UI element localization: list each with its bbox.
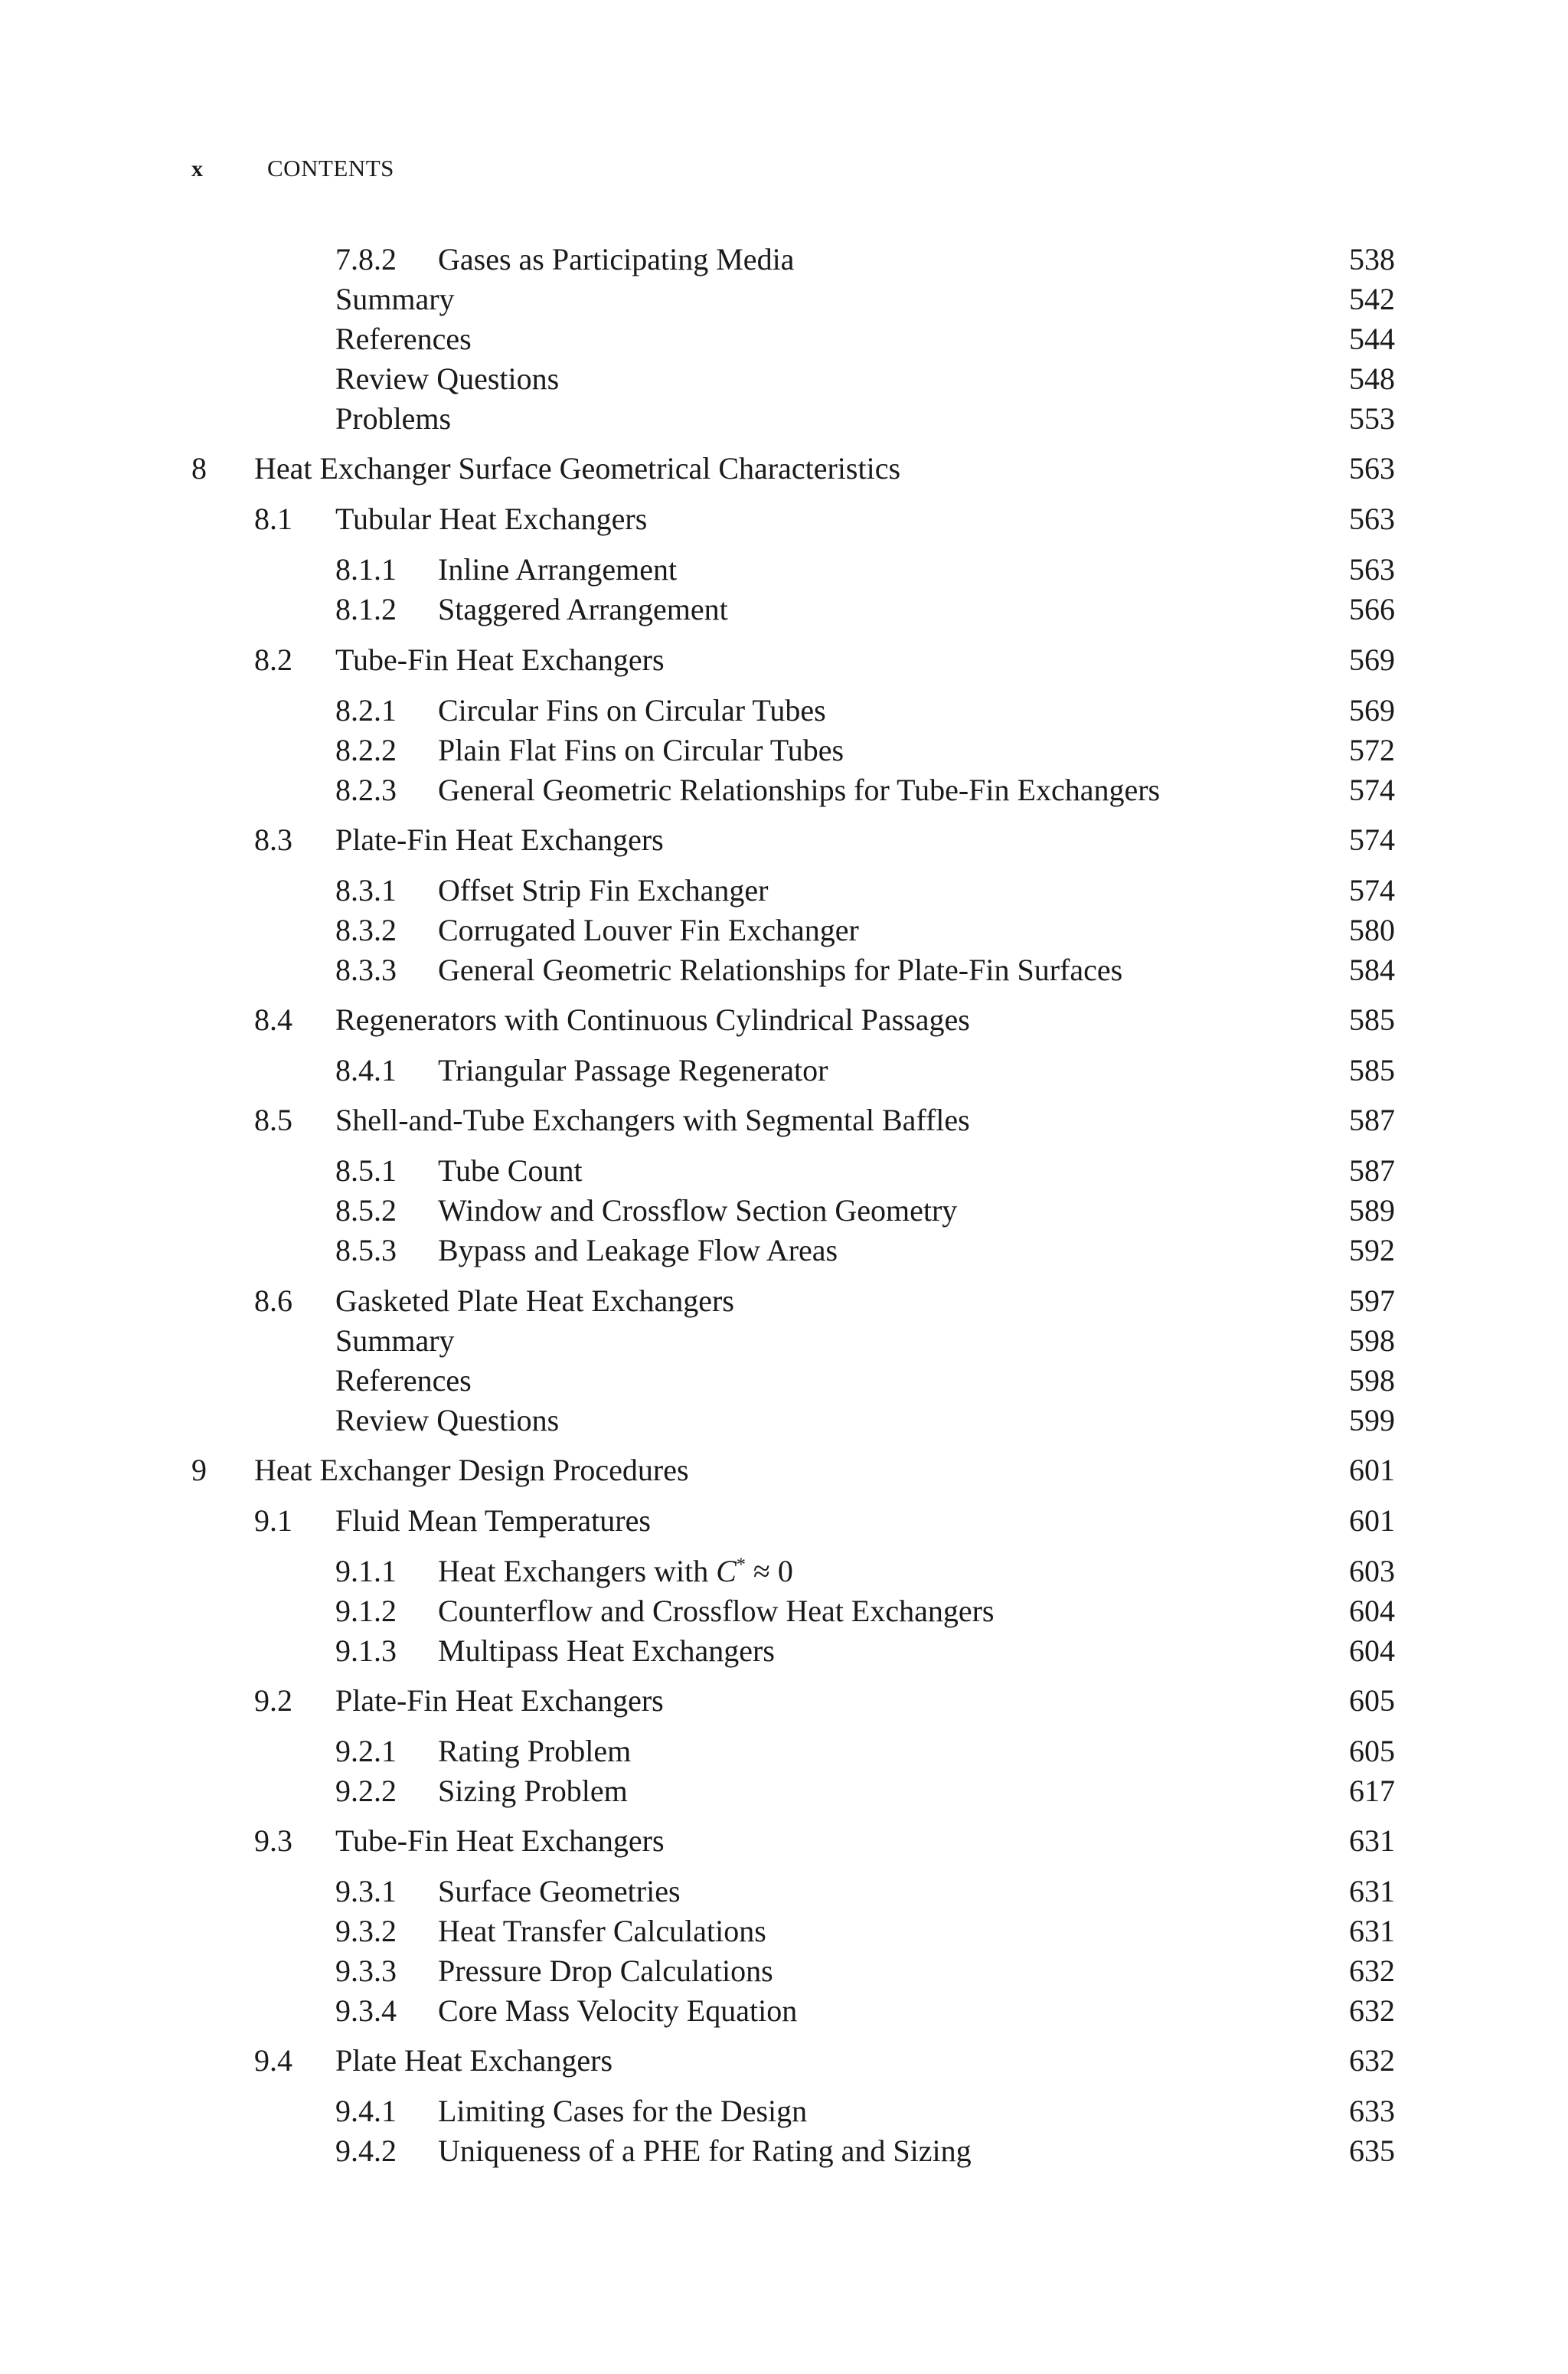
toc-entry[interactable] [0,499,1568,539]
toc-entry[interactable] [0,359,1568,399]
toc-entry[interactable] [0,550,1568,590]
toc-entry-page: 569 [1349,643,1395,677]
toc-entry-title: Core Mass Velocity Equation [438,1993,798,2028]
toc-entry[interactable] [0,1821,1568,1861]
toc-entry-page: 605 [1349,1734,1395,1768]
toc-entry-number: 7.8.2 [335,242,397,276]
toc-entry-title: Corrugated Louver Fin Exchanger [438,913,859,947]
toc-entry-title: Counterflow and Crossflow Heat Exchangers [438,1594,995,1628]
toc-entry[interactable] [0,1501,1568,1541]
toc-entry-page: 563 [1349,451,1395,486]
toc-entry-number: 8.4 [254,1002,292,1037]
toc-entry-number: 9.4 [254,2043,292,2078]
toc-entry-number: 9.1.1 [335,1554,397,1588]
toc-entry-number: 9.3.4 [335,1993,397,2028]
toc-entry-page: 604 [1349,1594,1395,1628]
toc-entry-page: 548 [1349,361,1395,396]
toc-entry-title: Gases as Participating Media [438,242,795,276]
toc-entry-page: 544 [1349,322,1395,356]
toc-entry[interactable] [0,1591,1568,1631]
toc-entry-number: 8.3.2 [335,913,397,947]
toc-entry-title: Circular Fins on Circular Tubes [438,693,826,728]
toc-entry[interactable] [0,1401,1568,1440]
toc-entry-title: Review Questions [335,1403,560,1437]
toc-entry[interactable] [0,1000,1568,1040]
toc-entry-title: Fluid Mean Temperatures [335,1503,651,1538]
toc-entry-title: Tube-Fin Heat Exchangers [335,1823,665,1858]
toc-entry-page: 572 [1349,733,1395,767]
toc-entry-title: Summary [335,282,455,316]
toc-entry-number: 8 [191,451,207,486]
toc-entry-number: 9.3.3 [335,1954,397,1988]
toc-entry-title: General Geometric Relationships for Tube-Fin Exchangers [438,773,1161,807]
toc-entry-number: 8.2.1 [335,693,397,728]
toc-entry-number: 8.5.1 [335,1153,397,1188]
toc-entry[interactable] [0,1231,1568,1270]
toc-entry-page: 598 [1349,1363,1395,1398]
toc-entry-title: General Geometric Relationships for Plate-Fin Surfaces [438,953,1123,987]
toc-entry-title: Staggered Arrangement [438,592,728,626]
toc-entry-title: Plain Flat Fins on Circular Tubes [438,733,844,767]
toc-entry-title: Window and Crossflow Section Geometry [438,1193,958,1228]
toc-entry[interactable] [0,1321,1568,1361]
toc-entry-page: 563 [1349,502,1395,536]
toc-entry-title: Plate Heat Exchangers [335,2043,613,2078]
toc-entry-page: 633 [1349,2094,1395,2128]
toc-entry-page: 631 [1349,1914,1395,1948]
toc-entry-title: Heat Transfer Calculations [438,1914,766,1948]
toc-entry-number: 8.4.1 [335,1053,397,1087]
toc-entry-number: 9.3.2 [335,1914,397,1948]
toc-entry-page: 542 [1349,282,1395,316]
toc-entry-page: 632 [1349,1954,1395,1988]
toc-entry-title: Plate-Fin Heat Exchangers [335,1683,664,1718]
toc-entry-number: 9.2.1 [335,1734,397,1768]
toc-entry-number: 9.4.1 [335,2094,397,2128]
toc-entry[interactable] [0,1771,1568,1811]
toc-entry-page: 580 [1349,913,1395,947]
toc-entry-number: 9.2 [254,1683,292,1718]
toc-entry[interactable] [0,1631,1568,1671]
toc-entry-number: 8.1 [254,502,292,536]
toc-entry-number: 8.3.3 [335,953,397,987]
toc-entry-page: 617 [1349,1774,1395,1808]
toc-entry[interactable] [0,2091,1568,2131]
toc-entry-page: 592 [1349,1233,1395,1267]
toc-entry-page: 605 [1349,1683,1395,1718]
toc-entry-number: 9.3 [254,1823,292,1858]
toc-entry[interactable] [0,319,1568,359]
toc-entry-title: Surface Geometries [438,1874,681,1908]
toc-entry-number: 8.3.1 [335,873,397,907]
toc-entry-number: 8.1.1 [335,552,397,587]
toc-entry-page: 603 [1349,1554,1395,1588]
toc-entry[interactable] [0,1911,1568,1951]
toc-entry-page: 585 [1349,1053,1395,1087]
toc-entry-page: 599 [1349,1403,1395,1437]
running-header-title: CONTENTS [267,155,394,181]
toc-entry-title: Limiting Cases for the Design [438,2094,808,2128]
toc-entry-page: 585 [1349,1002,1395,1037]
toc-entry-number: 9 [191,1453,207,1487]
toc-entry-title: Inline Arrangement [438,552,678,587]
toc-entry-page: 589 [1349,1193,1395,1228]
toc-entry[interactable] [0,2131,1568,2171]
toc-entry-number: 8.5.2 [335,1193,397,1228]
toc-entry[interactable] [0,399,1568,439]
toc-entry[interactable] [0,1951,1568,1991]
toc-entry[interactable] [0,950,1568,990]
toc-entry-page: 574 [1349,773,1395,807]
toc-entry-number: 9.1.2 [335,1594,397,1628]
toc-entry-title: Bypass and Leakage Flow Areas [438,1233,838,1267]
toc-entry[interactable] [0,1731,1568,1771]
toc-entry-page: 597 [1349,1283,1395,1318]
toc-entry[interactable] [0,1281,1568,1321]
page-number: x [191,156,203,181]
toc-entry[interactable] [0,871,1568,911]
toc-entry-page: 538 [1349,242,1395,276]
toc-entry-title: Tube Count [438,1153,583,1188]
toc-entry[interactable] [0,449,1568,489]
toc-entry-page: 566 [1349,592,1395,626]
toc-entry-page: 563 [1349,552,1395,587]
toc-entry[interactable] [0,1872,1568,1911]
toc-entry[interactable] [0,1361,1568,1401]
toc-entry[interactable] [0,1151,1568,1191]
toc-entry-title: Tube-Fin Heat Exchangers [335,643,665,677]
toc-entry[interactable] [0,1191,1568,1231]
toc-entry-number: 8.5 [254,1103,292,1137]
toc-entry-title: Tubular Heat Exchangers [335,502,648,536]
toc-entry-title: Review Questions [335,361,560,396]
toc-entry-number: 8.6 [254,1283,292,1318]
toc-entry-number: 8.1.2 [335,592,397,626]
toc-entry-title: Regenerators with Continuous Cylindrical Passages [335,1002,970,1037]
toc-entry[interactable] [0,1991,1568,2031]
toc-entry-page: 632 [1349,1993,1395,2028]
toc-entry-number: 9.3.1 [335,1874,397,1908]
toc-entry-title: Shell-and-Tube Exchangers with Segmental Baffles [335,1103,970,1137]
running-header [191,155,394,191]
toc-entry[interactable] [0,820,1568,860]
toc-entry-title: Gasketed Plate Heat Exchangers [335,1283,734,1318]
toc-entry-page: 632 [1349,2043,1395,2078]
toc-entry-title: Heat Exchangers with C* ≈ 0 [438,1554,793,1588]
toc-entry-number: 8.5.3 [335,1233,397,1267]
toc-entry[interactable] [0,590,1568,629]
toc-entry[interactable] [0,640,1568,680]
toc-entry[interactable] [0,691,1568,731]
toc-entry-title: References [335,1363,472,1398]
toc-entry[interactable] [0,1100,1568,1140]
toc-entry-number: 8.2 [254,643,292,677]
toc-entry-page: 584 [1349,953,1395,987]
toc-entry-title: Multipass Heat Exchangers [438,1633,775,1668]
toc-entry[interactable] [0,770,1568,810]
toc-entry-page: 569 [1349,693,1395,728]
toc-entry-number: 8.3 [254,822,292,857]
toc-entry-number: 8.2.2 [335,733,397,767]
toc-entry-number: 9.2.2 [335,1774,397,1808]
toc-entry[interactable] [0,2041,1568,2081]
toc-entry[interactable] [0,1552,1568,1591]
toc-entry[interactable] [0,1051,1568,1091]
toc-entry[interactable] [0,1681,1568,1721]
toc-entry-title: Offset Strip Fin Exchanger [438,873,769,907]
toc-entry-page: 635 [1349,2134,1395,2168]
toc-entry-title: References [335,322,472,356]
toc-entry-title: Heat Exchanger Surface Geometrical Characteristics [254,451,901,486]
toc-entry-page: 553 [1349,401,1395,436]
toc-entry-title: Triangular Passage Regenerator [438,1053,828,1087]
toc-entry-title: Uniqueness of a PHE for Rating and Sizing [438,2134,972,2168]
toc-entry-page: 631 [1349,1874,1395,1908]
toc-entry[interactable] [0,911,1568,950]
toc-entry-page: 574 [1349,873,1395,907]
toc-entry-page: 631 [1349,1823,1395,1858]
toc-entry-page: 587 [1349,1103,1395,1137]
toc-entry-number: 9.1.3 [335,1633,397,1668]
toc-entry-number: 9.4.2 [335,2134,397,2168]
toc-entry-title: Summary [335,1323,455,1358]
toc-entry[interactable] [0,240,1568,280]
toc-entry-page: 601 [1349,1503,1395,1538]
toc-entry-title: Plate-Fin Heat Exchangers [335,822,664,857]
toc-entry[interactable] [0,280,1568,319]
toc-entry-number: 8.2.3 [335,773,397,807]
toc-entry-page: 598 [1349,1323,1395,1358]
toc-entry-page: 574 [1349,822,1395,857]
toc-entry-title: Sizing Problem [438,1774,628,1808]
toc-entry-number: 9.1 [254,1503,292,1538]
toc-entry[interactable] [0,1450,1568,1490]
toc-entry-title: Problems [335,401,452,436]
toc-entry-title: Rating Problem [438,1734,632,1768]
toc-entry-title: Heat Exchanger Design Procedures [254,1453,689,1487]
toc-entry-page: 587 [1349,1153,1395,1188]
toc-entry[interactable] [0,731,1568,770]
toc-entry-page: 601 [1349,1453,1395,1487]
toc-entry-title: Pressure Drop Calculations [438,1954,773,1988]
toc-entry-page: 604 [1349,1633,1395,1668]
